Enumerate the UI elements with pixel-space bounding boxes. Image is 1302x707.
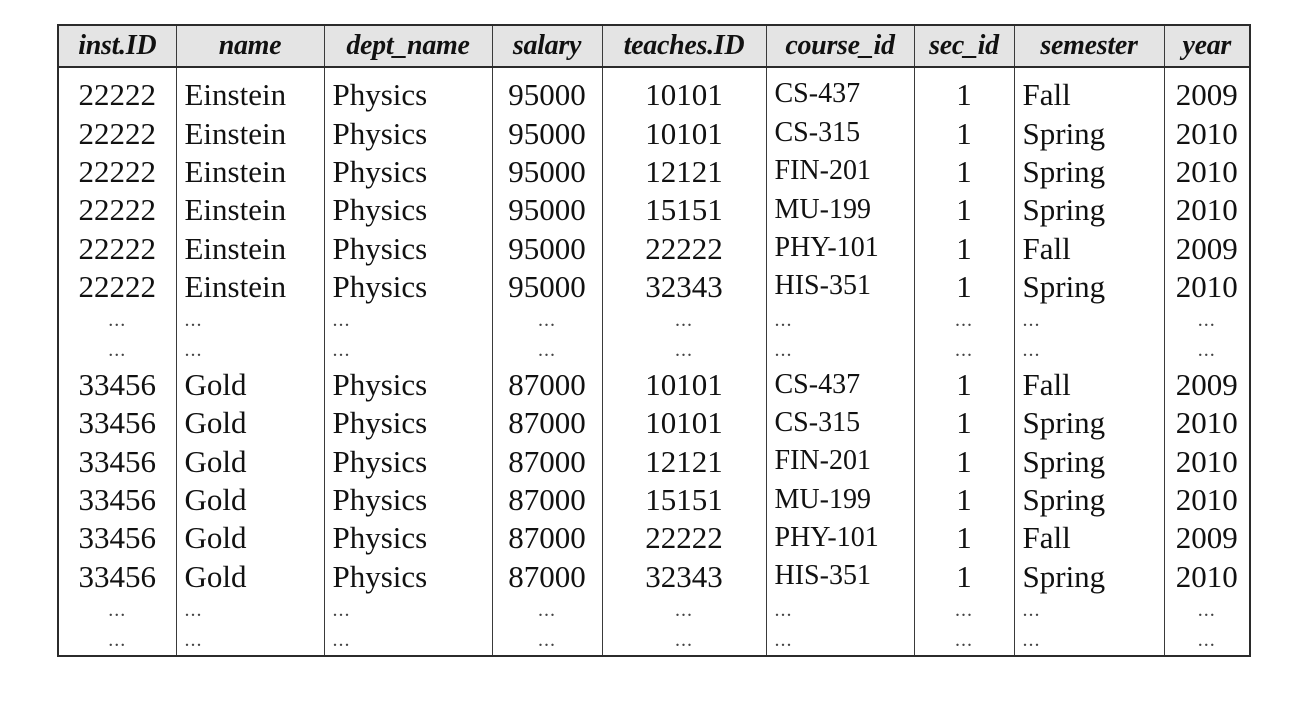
table-body [58, 67, 1250, 656]
semester-cell: ... [1014, 595, 1164, 625]
salary-cell: 95000 [492, 67, 602, 114]
name-cell: Gold [176, 557, 324, 595]
teaches-id-cell: ... [602, 595, 766, 625]
salary-cell: ... [492, 335, 602, 365]
inst-id-cell: 22222 [58, 229, 176, 267]
inst-id-cell: 22222 [58, 191, 176, 229]
dept-name-cell: ... [324, 335, 492, 365]
course-id-cell: CS-437 [766, 67, 914, 114]
inst-id-cell: 33456 [58, 519, 176, 557]
course-id-cell: PHY-101 [766, 519, 914, 557]
semester-cell: Spring [1014, 152, 1164, 190]
table-row [58, 557, 1250, 595]
inst-id-cell: 22222 [58, 67, 176, 114]
semester-cell: Spring [1014, 267, 1164, 305]
salary-cell: ... [492, 595, 602, 625]
inst-id-cell: 22222 [58, 152, 176, 190]
dept-name-cell: ... [324, 595, 492, 625]
teaches-id-cell: 10101 [602, 404, 766, 442]
semester-cell: ... [1014, 335, 1164, 365]
teaches-id-cell: 10101 [602, 114, 766, 152]
name-cell: Gold [176, 404, 324, 442]
sec-id-cell: 1 [914, 229, 1014, 267]
name-cell: Einstein [176, 191, 324, 229]
name-cell: Gold [176, 442, 324, 480]
teaches-id-cell: ... [602, 625, 766, 656]
teaches-id-cell: 32343 [602, 557, 766, 595]
course-id-cell: FIN-201 [766, 442, 914, 480]
sec-id-cell: 1 [914, 442, 1014, 480]
sec-id-cell: 1 [914, 557, 1014, 595]
inst-id-cell: ... [58, 305, 176, 335]
sec-id-cell: 1 [914, 365, 1014, 403]
column-header-year: year [1164, 25, 1250, 67]
column-header-sec-id: sec_id [914, 25, 1014, 67]
semester-cell: Fall [1014, 67, 1164, 114]
dept-name-cell: Physics [324, 152, 492, 190]
teaches-id-cell: 15151 [602, 480, 766, 518]
course-id-cell: ... [766, 335, 914, 365]
semester-cell: Spring [1014, 442, 1164, 480]
sec-id-cell: 1 [914, 404, 1014, 442]
course-id-cell: ... [766, 595, 914, 625]
course-id-cell: FIN-201 [766, 152, 914, 190]
column-header-teaches-id: teaches.ID [602, 25, 766, 67]
course-id-cell: ... [766, 625, 914, 656]
course-id-cell: ... [766, 305, 914, 335]
name-cell: ... [176, 625, 324, 656]
table-row [58, 519, 1250, 557]
year-cell: 2010 [1164, 114, 1250, 152]
inst-id-cell: ... [58, 595, 176, 625]
relation-table-container [57, 24, 1249, 657]
salary-cell: ... [492, 305, 602, 335]
year-cell: 2009 [1164, 519, 1250, 557]
salary-cell: 87000 [492, 404, 602, 442]
semester-cell: Spring [1014, 480, 1164, 518]
year-cell: 2010 [1164, 404, 1250, 442]
year-cell: 2010 [1164, 442, 1250, 480]
teaches-id-cell: ... [602, 305, 766, 335]
name-cell: ... [176, 305, 324, 335]
salary-cell: 87000 [492, 519, 602, 557]
sec-id-cell: 1 [914, 67, 1014, 114]
sec-id-cell: ... [914, 305, 1014, 335]
semester-cell: ... [1014, 625, 1164, 656]
table-header-row [58, 25, 1250, 67]
name-cell: Einstein [176, 267, 324, 305]
salary-cell: 95000 [492, 191, 602, 229]
name-cell: Einstein [176, 67, 324, 114]
inst-id-cell: 33456 [58, 404, 176, 442]
teaches-id-cell: 10101 [602, 365, 766, 403]
column-header-course-id: course_id [766, 25, 914, 67]
teaches-id-cell: 15151 [602, 191, 766, 229]
table-row [58, 67, 1250, 114]
semester-cell: Spring [1014, 404, 1164, 442]
name-cell: Gold [176, 480, 324, 518]
teaches-id-cell: 22222 [602, 229, 766, 267]
table-row [58, 404, 1250, 442]
inst-id-cell: 22222 [58, 267, 176, 305]
teaches-id-cell: 22222 [602, 519, 766, 557]
course-id-cell: CS-437 [766, 365, 914, 403]
sec-id-cell: 1 [914, 519, 1014, 557]
inst-id-cell: ... [58, 335, 176, 365]
table-row-ellipsis [58, 595, 1250, 625]
semester-cell: Fall [1014, 229, 1164, 267]
course-id-cell: PHY-101 [766, 229, 914, 267]
year-cell: ... [1164, 595, 1250, 625]
year-cell: 2010 [1164, 480, 1250, 518]
table-row [58, 442, 1250, 480]
teaches-id-cell: 10101 [602, 67, 766, 114]
dept-name-cell: ... [324, 305, 492, 335]
year-cell: 2010 [1164, 191, 1250, 229]
dept-name-cell: Physics [324, 365, 492, 403]
year-cell: ... [1164, 335, 1250, 365]
inst-id-cell: 33456 [58, 480, 176, 518]
sec-id-cell: 1 [914, 152, 1014, 190]
sec-id-cell: 1 [914, 267, 1014, 305]
salary-cell: 95000 [492, 114, 602, 152]
dept-name-cell: ... [324, 625, 492, 656]
dept-name-cell: Physics [324, 404, 492, 442]
inst-id-cell: 33456 [58, 365, 176, 403]
year-cell: 2009 [1164, 229, 1250, 267]
semester-cell: Spring [1014, 557, 1164, 595]
salary-cell: 87000 [492, 442, 602, 480]
name-cell: Gold [176, 365, 324, 403]
table-row [58, 267, 1250, 305]
table-row [58, 114, 1250, 152]
inst-id-cell: ... [58, 625, 176, 656]
inst-id-cell: 33456 [58, 557, 176, 595]
sec-id-cell: ... [914, 595, 1014, 625]
table-row [58, 191, 1250, 229]
teaches-id-cell: 32343 [602, 267, 766, 305]
year-cell: ... [1164, 305, 1250, 335]
salary-cell: 87000 [492, 557, 602, 595]
name-cell: Einstein [176, 229, 324, 267]
dept-name-cell: Physics [324, 442, 492, 480]
column-header-name: name [176, 25, 324, 67]
year-cell: 2010 [1164, 267, 1250, 305]
sec-id-cell: ... [914, 625, 1014, 656]
dept-name-cell: Physics [324, 114, 492, 152]
table-row-ellipsis [58, 305, 1250, 335]
course-id-cell: MU-199 [766, 480, 914, 518]
salary-cell: 95000 [492, 267, 602, 305]
name-cell: Gold [176, 519, 324, 557]
table-row [58, 152, 1250, 190]
sec-id-cell: 1 [914, 480, 1014, 518]
inst-id-cell: 22222 [58, 114, 176, 152]
column-header-salary: salary [492, 25, 602, 67]
sec-id-cell: 1 [914, 191, 1014, 229]
semester-cell: Fall [1014, 519, 1164, 557]
salary-cell: 87000 [492, 365, 602, 403]
year-cell: ... [1164, 625, 1250, 656]
column-header-dept-name: dept_name [324, 25, 492, 67]
course-id-cell: HIS-351 [766, 557, 914, 595]
column-header-semester: semester [1014, 25, 1164, 67]
dept-name-cell: Physics [324, 67, 492, 114]
teaches-id-cell: ... [602, 335, 766, 365]
name-cell: ... [176, 335, 324, 365]
year-cell: 2010 [1164, 152, 1250, 190]
year-cell: 2010 [1164, 557, 1250, 595]
inst-id-cell: 33456 [58, 442, 176, 480]
column-header-inst-id: inst.ID [58, 25, 176, 67]
teaches-id-cell: 12121 [602, 152, 766, 190]
salary-cell: 95000 [492, 229, 602, 267]
table-row [58, 229, 1250, 267]
dept-name-cell: Physics [324, 267, 492, 305]
semester-cell: Spring [1014, 191, 1164, 229]
course-id-cell: HIS-351 [766, 267, 914, 305]
name-cell: Einstein [176, 114, 324, 152]
dept-name-cell: Physics [324, 557, 492, 595]
course-id-cell: MU-199 [766, 191, 914, 229]
semester-cell: Spring [1014, 114, 1164, 152]
course-id-cell: CS-315 [766, 114, 914, 152]
year-cell: 2009 [1164, 365, 1250, 403]
course-id-cell: CS-315 [766, 404, 914, 442]
instructor-teaches-cartesian-table [57, 24, 1251, 657]
name-cell: ... [176, 595, 324, 625]
semester-cell: Fall [1014, 365, 1164, 403]
salary-cell: 95000 [492, 152, 602, 190]
table-row [58, 365, 1250, 403]
dept-name-cell: Physics [324, 519, 492, 557]
salary-cell: 87000 [492, 480, 602, 518]
table-row-ellipsis [58, 625, 1250, 656]
dept-name-cell: Physics [324, 480, 492, 518]
sec-id-cell: ... [914, 335, 1014, 365]
sec-id-cell: 1 [914, 114, 1014, 152]
dept-name-cell: Physics [324, 191, 492, 229]
salary-cell: ... [492, 625, 602, 656]
name-cell: Einstein [176, 152, 324, 190]
table-row-ellipsis [58, 335, 1250, 365]
teaches-id-cell: 12121 [602, 442, 766, 480]
table-row [58, 480, 1250, 518]
dept-name-cell: Physics [324, 229, 492, 267]
year-cell: 2009 [1164, 67, 1250, 114]
semester-cell: ... [1014, 305, 1164, 335]
